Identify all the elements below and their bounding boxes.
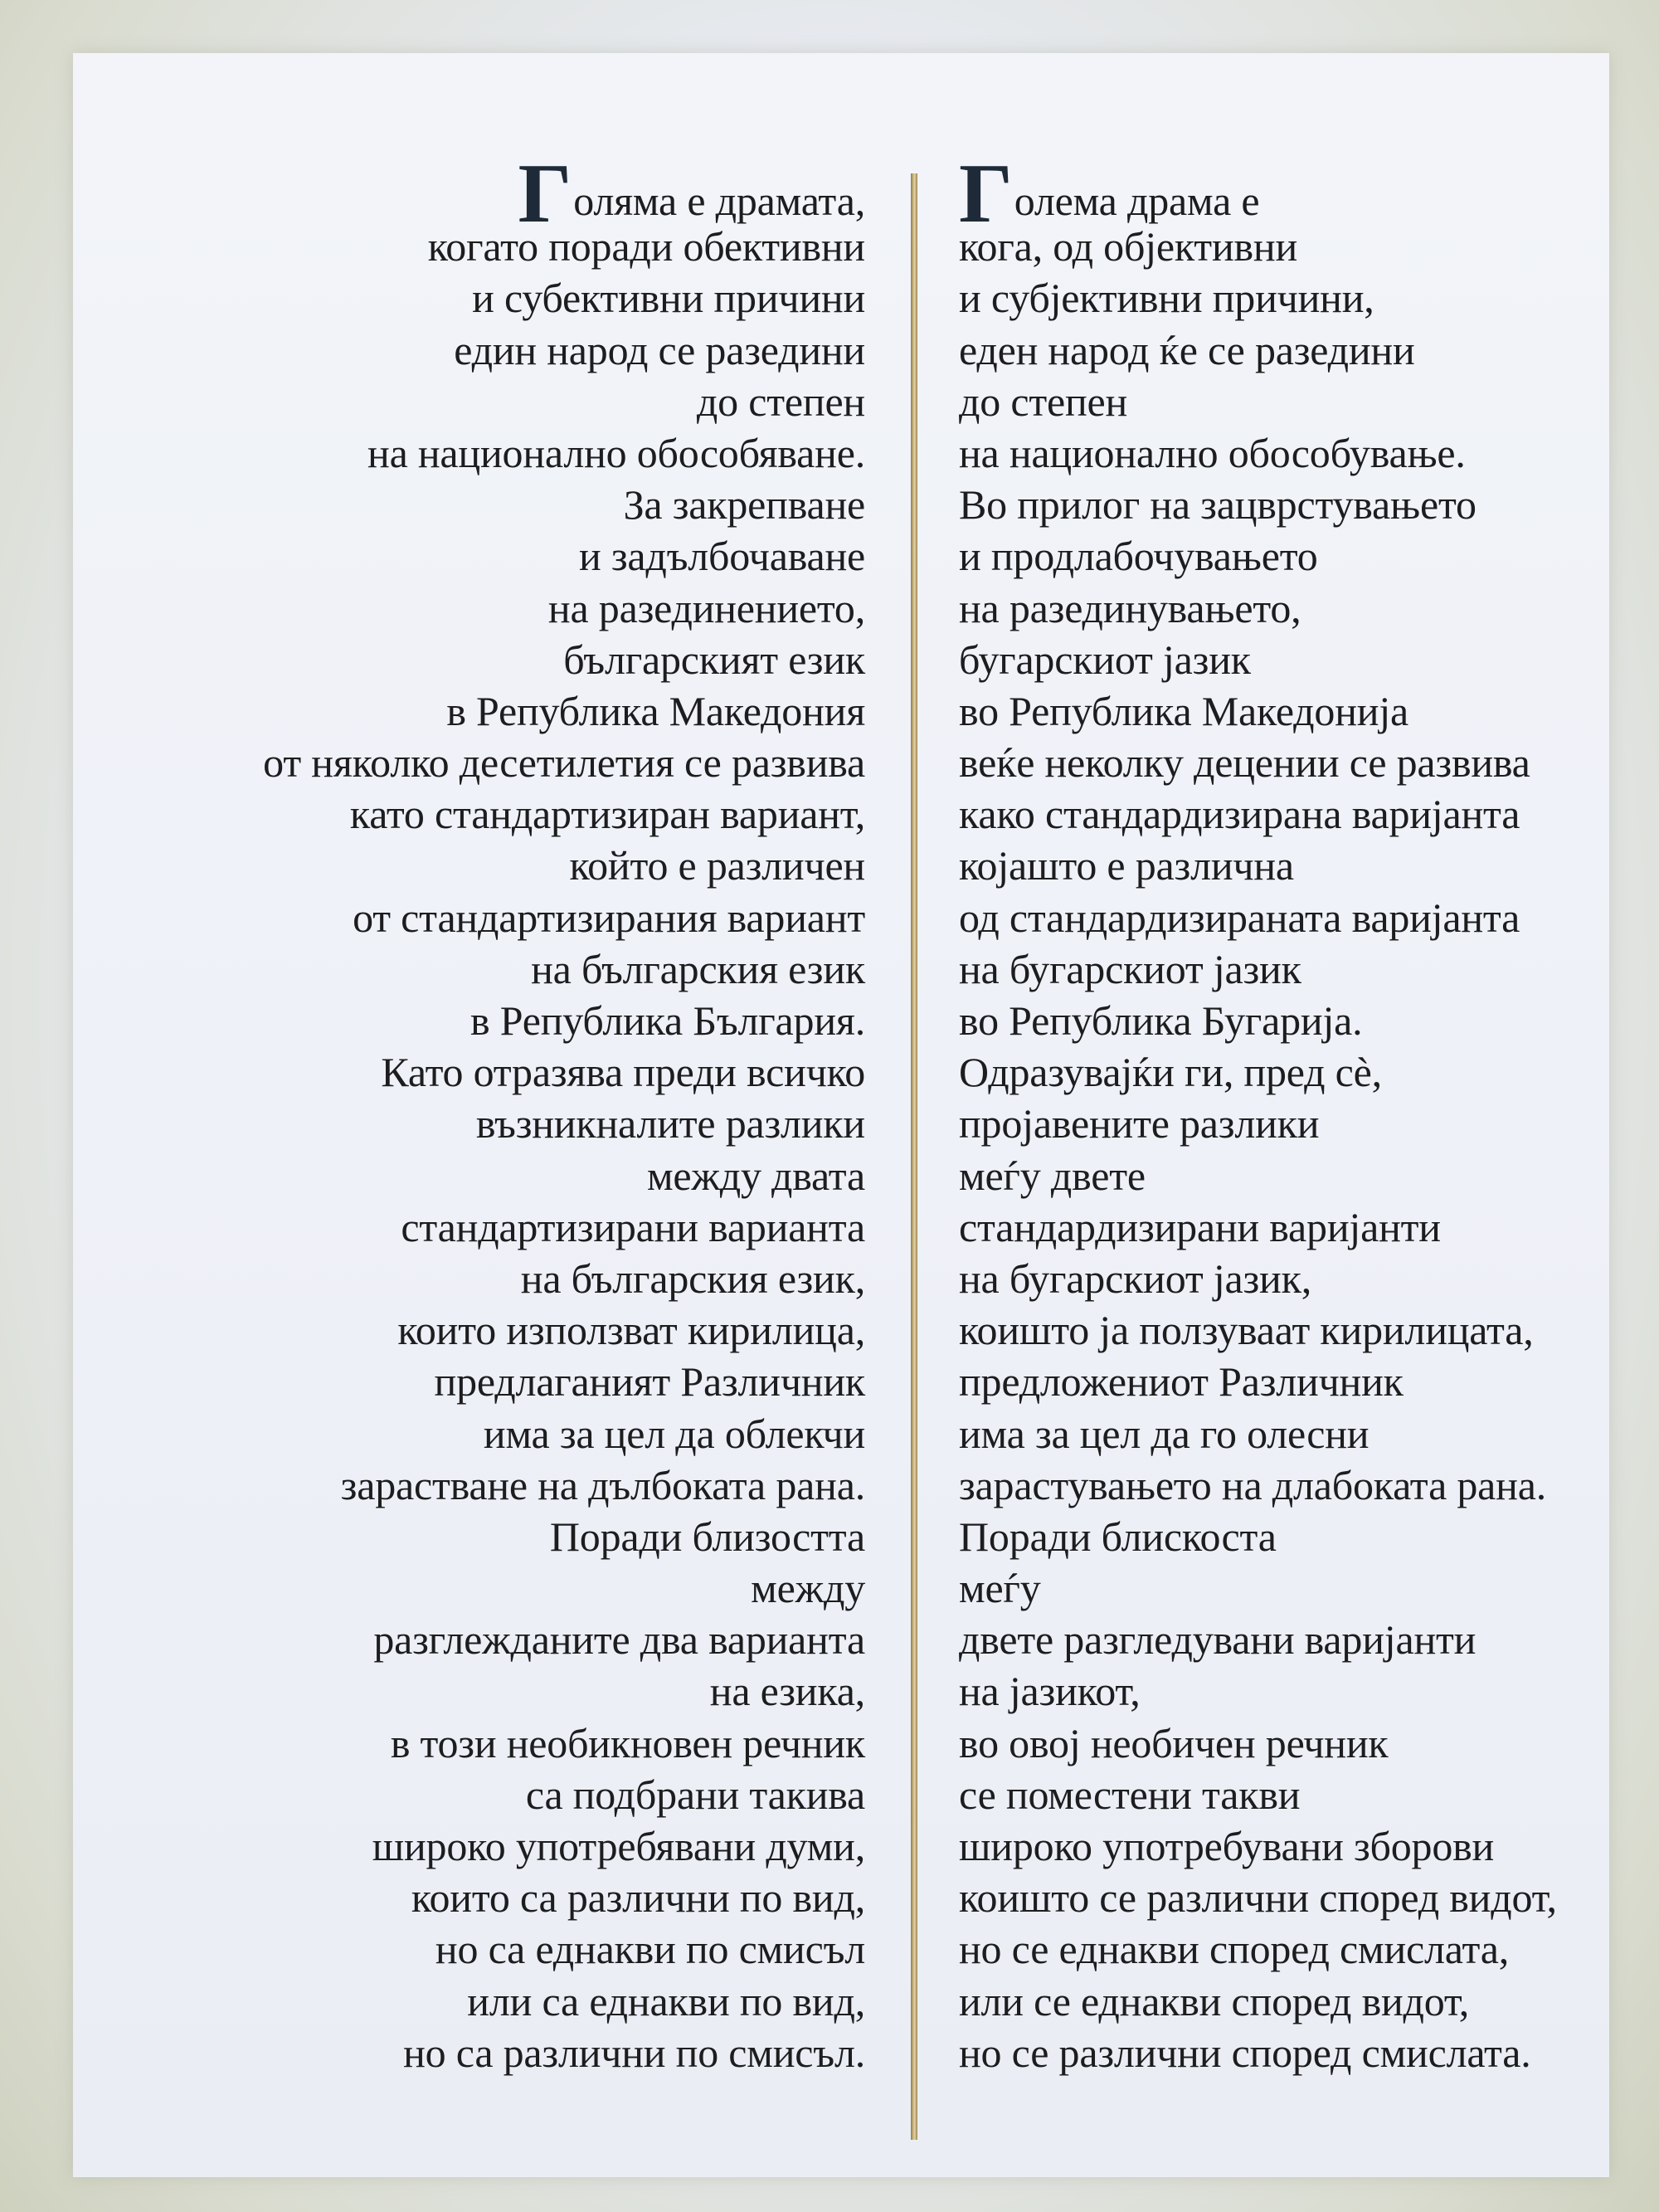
left-line: на българския език, — [520, 1255, 865, 1302]
left-line: един народ се разедини — [454, 326, 865, 373]
right-line: или се еднакви според видот, — [959, 1977, 1470, 2024]
left-line: и субективни причини — [472, 275, 865, 322]
right-line: во овој необичен речник — [959, 1719, 1389, 1766]
right-line: во Република Македонија — [959, 687, 1409, 734]
right-line: на јазикот, — [959, 1668, 1141, 1715]
right-line: на разединувањето, — [959, 584, 1301, 631]
left-line: предлаганият Различник — [434, 1358, 865, 1406]
right-line: двете разгледувани варијанти — [959, 1616, 1477, 1664]
left-line: широко употребявани думи, — [372, 1823, 865, 1869]
right-line: на бугарскиот јазик — [959, 945, 1301, 992]
left-first-line — [73, 147, 865, 241]
left-line: които са различни по вид, — [411, 1874, 865, 1922]
printed-sheet — [73, 53, 1609, 2177]
left-dropcap: Г — [518, 147, 572, 241]
left-line: възникналите разлики — [475, 1100, 865, 1147]
right-line: меѓу двете — [959, 1152, 1146, 1199]
right-line: веќе неколку децении се развива — [959, 739, 1530, 787]
right-line: кога, од објективни — [959, 223, 1298, 270]
right-line: еден народ ќе се разедини — [959, 326, 1415, 373]
bulgarian-text-column — [73, 147, 865, 2078]
column-divider — [911, 173, 917, 2140]
left-line: Като отразява преди всичко — [381, 1049, 865, 1096]
right-line: во Република Бугарија. — [959, 997, 1363, 1044]
right-line: зарастувањето на длабоката рана. — [959, 1461, 1547, 1508]
right-line: на национално обособување. — [959, 429, 1466, 476]
right-line: широко употребувани зборови — [959, 1823, 1495, 1869]
right-line: до степен — [959, 378, 1128, 425]
left-line: до степен — [696, 378, 865, 425]
left-line: зарастване на дълбоката рана. — [340, 1461, 865, 1508]
right-line: од стандардизираната варијанта — [959, 894, 1520, 941]
left-line: и задълбочаване — [578, 533, 865, 580]
macedonian-text-column — [959, 147, 1606, 2078]
left-line: които използват кирилица, — [397, 1307, 865, 1354]
left-line: има за цел да облекчи — [483, 1410, 865, 1457]
right-line: стандардизирани варијанти — [959, 1203, 1441, 1250]
right-line: пројавените разлики — [959, 1100, 1320, 1147]
left-line: на езика, — [709, 1668, 865, 1715]
left-line: стандартизирани варианта — [401, 1203, 865, 1250]
right-line: Одразувајќи ги, пред сè, — [959, 1049, 1382, 1096]
left-line: българският език — [563, 636, 865, 683]
right-line: бугарскиот јазик — [959, 636, 1251, 683]
left-line: когато поради обективни — [427, 223, 865, 270]
left-line: в Република Македония — [446, 687, 865, 734]
right-line: како стандардизирана варијанта — [959, 791, 1520, 838]
left-line: но са различни по смисъл. — [403, 2029, 865, 2076]
right-line: Во прилог на зацврстувањето — [959, 481, 1477, 529]
right-line: и продлабочувањето — [959, 533, 1318, 580]
left-line: на българския език — [531, 945, 865, 992]
left-line: За закрепване — [623, 481, 865, 529]
left-line: или са еднакви по вид, — [467, 1977, 865, 2024]
right-line: Поради блискоста — [959, 1513, 1277, 1560]
left-line: като стандартизиран вариант, — [349, 791, 865, 838]
right-line: се поместени такви — [959, 1771, 1301, 1818]
right-line: и субјективни причини, — [959, 275, 1374, 322]
left-line: но са еднакви по смисъл — [435, 1926, 865, 1973]
right-line: има за цел да го олесни — [959, 1410, 1370, 1457]
left-line: Поради близостта — [549, 1513, 865, 1560]
left-line: между двата — [646, 1152, 865, 1199]
right-line: но се еднакви според смислата, — [959, 1926, 1510, 1973]
left-line: от стандартизирания вариант — [353, 894, 865, 941]
left-line: на национално обособяване. — [367, 429, 865, 476]
right-line: на бугарскиот јазик, — [959, 1255, 1312, 1302]
right-first-line-text: олема драма е — [1014, 178, 1260, 224]
left-line: в Република България. — [470, 997, 865, 1044]
right-line: меѓу — [959, 1565, 1041, 1612]
right-line: предложениот Различник — [959, 1358, 1404, 1406]
right-line: но се различни според смислата. — [959, 2029, 1531, 2076]
left-line: на разединението, — [547, 584, 865, 631]
right-line: којашто е различна — [959, 842, 1294, 889]
left-line: разглежданите два варианта — [373, 1616, 865, 1664]
left-line: в този необикновен речник — [390, 1719, 865, 1766]
right-dropcap: Г — [959, 147, 1013, 241]
left-line: който е различен — [569, 842, 865, 889]
right-line: коишто ја ползуваат кирилицата, — [959, 1307, 1534, 1354]
right-line: коишто се различни според видот, — [959, 1874, 1557, 1922]
left-line: от няколко десетилетия се развива — [263, 739, 865, 787]
left-first-line-text: оляма е драмата, — [573, 178, 865, 224]
left-line: са подбрани такива — [525, 1771, 865, 1818]
right-first-line — [959, 147, 1606, 241]
left-line: между — [751, 1565, 865, 1612]
